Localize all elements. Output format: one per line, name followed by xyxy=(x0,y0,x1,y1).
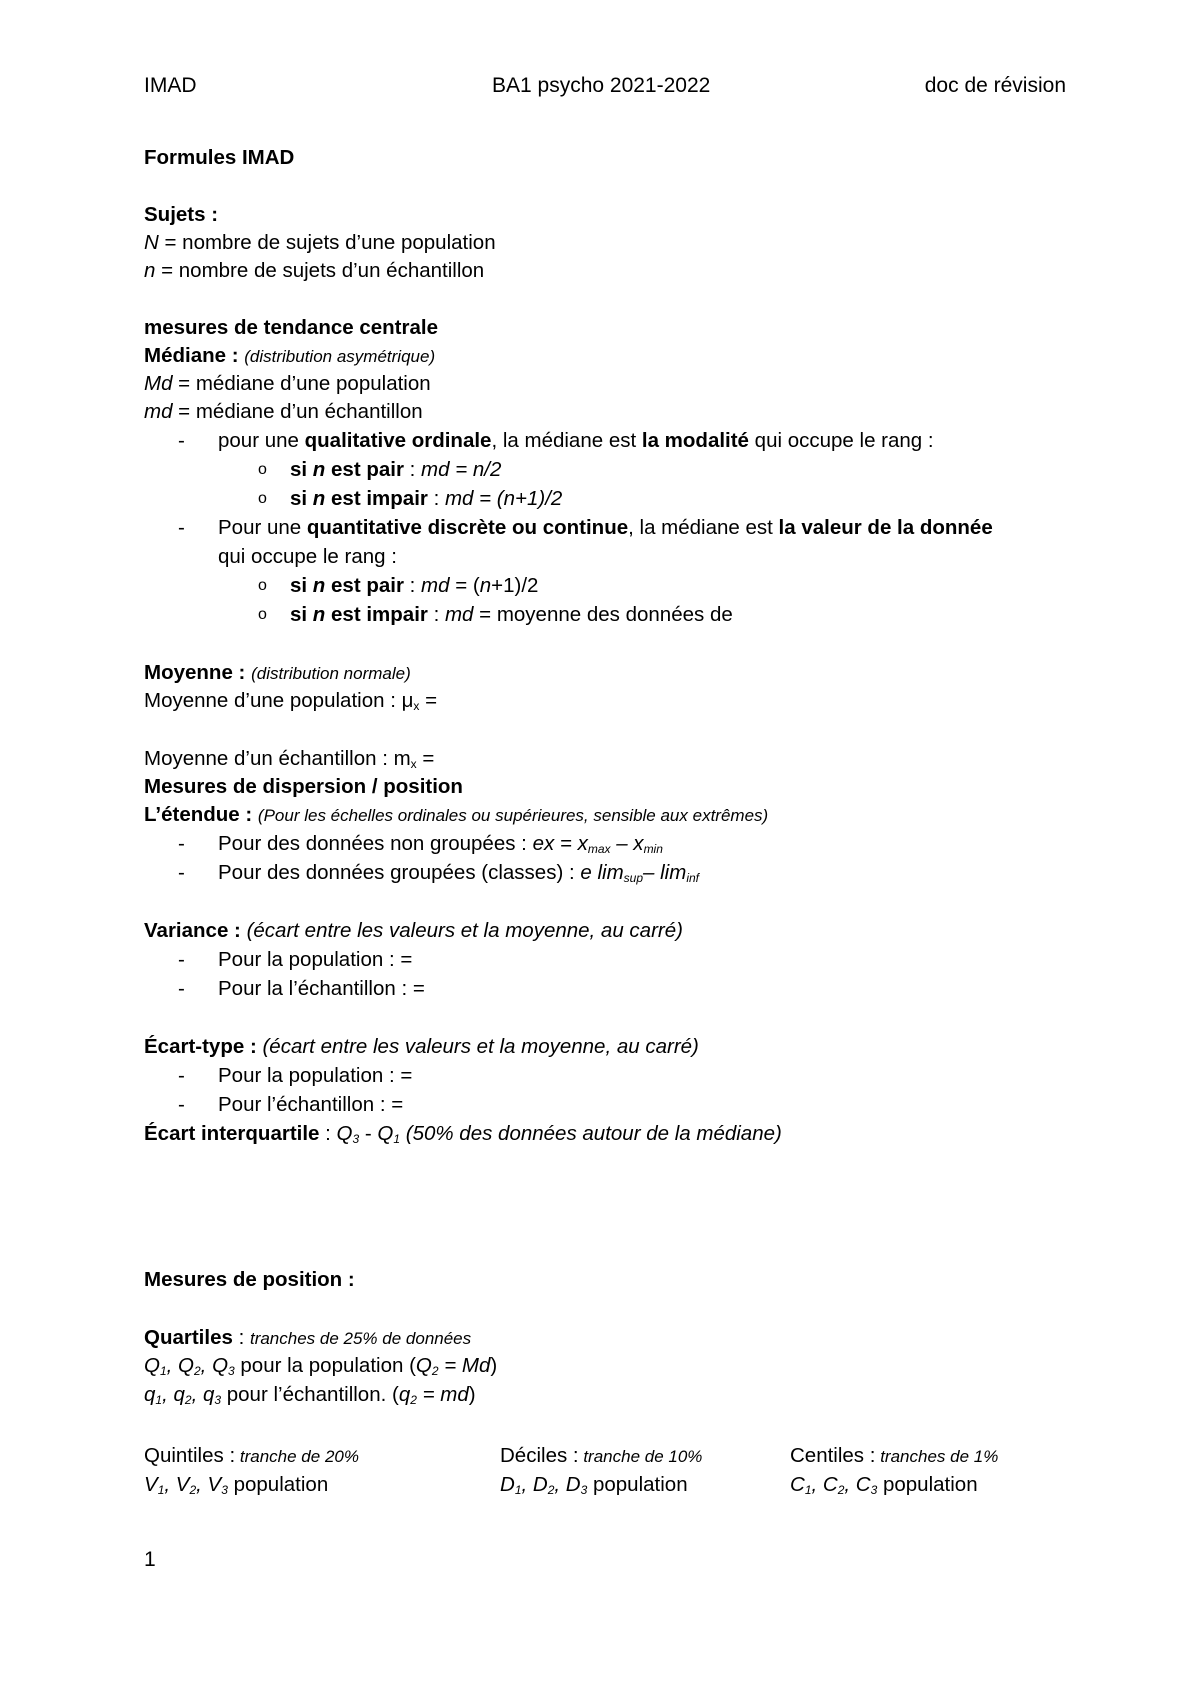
N-symbol: N xyxy=(144,231,159,254)
bullet-circle: o xyxy=(258,577,267,594)
etendue-groupees-item: Pour des données groupées (classes) : e $\lim_{sup}-$ $\lim_{inf}$ xyxy=(218,861,700,885)
moyenne-echantillon-line: Moyenne d’un échantillon : $m_x$ = xyxy=(144,747,435,771)
md-definition: = médiane d’un échantillon xyxy=(172,400,423,423)
interquartile-line: Écart interquartile : $Q_3 - Q_1$ (50% des données autour de la médiane) xyxy=(144,1122,782,1146)
bullet-dash: - xyxy=(178,948,185,971)
mediane-note: (distribution asymétrique) xyxy=(244,347,436,366)
md-symbol: md xyxy=(144,400,173,423)
quant-pair-item: si n est pair : md = (n+1)/2 xyxy=(290,574,539,597)
mediane-quantitative-item-cont: qui occupe le rang : xyxy=(218,545,397,568)
Md-definition: = médiane d’une population xyxy=(172,372,431,395)
bullet-dash: - xyxy=(178,1064,185,1087)
moyenne-note: (distribution normale) xyxy=(251,664,411,683)
etendue-non-groupees-item: Pour des données non groupées : ex = $x_{max} - x_{min}$ xyxy=(218,832,663,856)
etendue-line: L’étendue : (Pour les échelles ordinales ou supérieures, sensible aux extrêmes) xyxy=(144,803,769,826)
bullet-dash: - xyxy=(178,1093,185,1116)
mediane-qualitative-item: pour une qualitative ordinale, la médiane est la modalité qui occupe le rang : xyxy=(218,429,934,452)
quartiles-population-line: $Q_1$, $Q_2$, $Q_3$ pour la population $(Q_2 = Md)$ xyxy=(144,1354,498,1378)
variance-population-item: Pour la population : = xyxy=(218,948,413,971)
Md-line xyxy=(144,370,431,398)
sujets-n-line xyxy=(144,257,484,285)
dispersion-heading: Mesures de dispersion / position xyxy=(144,775,463,798)
qual-pair-item: si n est pair : md = n/2 xyxy=(290,458,502,481)
position-heading: Mesures de position : xyxy=(144,1268,355,1291)
document-title: Formules IMAD xyxy=(144,146,295,169)
mediane-label: Médiane : xyxy=(144,344,239,367)
mediane-quantitative-item: Pour une quantitative discrète ou continue, la médiane est la valeur de la donnée xyxy=(218,516,993,539)
bullet-dash: - xyxy=(178,429,185,452)
bullet-circle: o xyxy=(258,461,267,478)
page-number: 1 xyxy=(144,1548,156,1571)
variance-line: Variance : (écart entre les valeurs et la moyenne, au carré) xyxy=(144,919,683,942)
quartiles-line: Quartiles : tranches de 25% de données xyxy=(144,1326,472,1349)
Md-symbol: Md xyxy=(144,372,173,395)
md-line xyxy=(144,398,423,426)
moyenne-line xyxy=(144,659,411,688)
ecart-type-population-item: Pour la population : = xyxy=(218,1064,413,1087)
header-left: IMAD xyxy=(144,74,197,97)
N-definition: = nombre de sujets d’une population xyxy=(158,231,496,254)
header-right: doc de révision xyxy=(924,74,1066,97)
variance-echantillon-item: Pour la l’échantillon : = xyxy=(218,977,425,1000)
bullet-circle: o xyxy=(258,490,267,507)
sujets-heading: Sujets : xyxy=(144,203,219,226)
moyenne-label: Moyenne : xyxy=(144,661,246,684)
deciles-symbols: $D_1$, $D_2$, $D_3$ population xyxy=(500,1473,688,1497)
quintiles-symbols: $V_1$, $V_2$, $V_3$ population xyxy=(144,1473,329,1497)
n-definition: = nombre de sujets d’un échantillon xyxy=(155,259,485,282)
mediane-line xyxy=(144,342,435,371)
moyenne-population-line: Moyenne d’une population : $\mu_x$ = xyxy=(144,689,438,713)
bullet-dash: - xyxy=(178,861,185,884)
centiles-line: Centiles : tranches de 1% xyxy=(790,1444,999,1467)
qual-impair-item: si n est impair : md = (n+1)/2 xyxy=(290,487,563,510)
deciles-line: Déciles : tranche de 10% xyxy=(500,1444,703,1467)
ecart-type-echantillon-item: Pour l’échantillon : = xyxy=(218,1093,404,1116)
bullet-dash: - xyxy=(178,832,185,855)
n-symbol: n xyxy=(144,259,156,282)
header-center: BA1 psycho 2021-2022 xyxy=(492,74,711,97)
ecart-type-line: Écart-type : (écart entre les valeurs et la moyenne, au carré) xyxy=(144,1035,699,1058)
bullet-circle: o xyxy=(258,606,267,623)
quant-impair-item: si n est impair : md = moyenne des données de xyxy=(290,603,733,626)
bullet-dash: - xyxy=(178,516,185,539)
tendance-heading: mesures de tendance centrale xyxy=(144,316,438,339)
sujets-N-line xyxy=(144,229,496,257)
bullet-dash: - xyxy=(178,977,185,1000)
quintiles-line: Quintiles : tranche de 20% xyxy=(144,1444,359,1467)
centiles-symbols: $C_1$, $C_2$, $C_3$ population xyxy=(790,1473,978,1497)
quartiles-echantillon-line: $q_1$, $q_2$, $q_3$ pour l’échantillon. $(q_2 = md)$ xyxy=(144,1383,476,1407)
